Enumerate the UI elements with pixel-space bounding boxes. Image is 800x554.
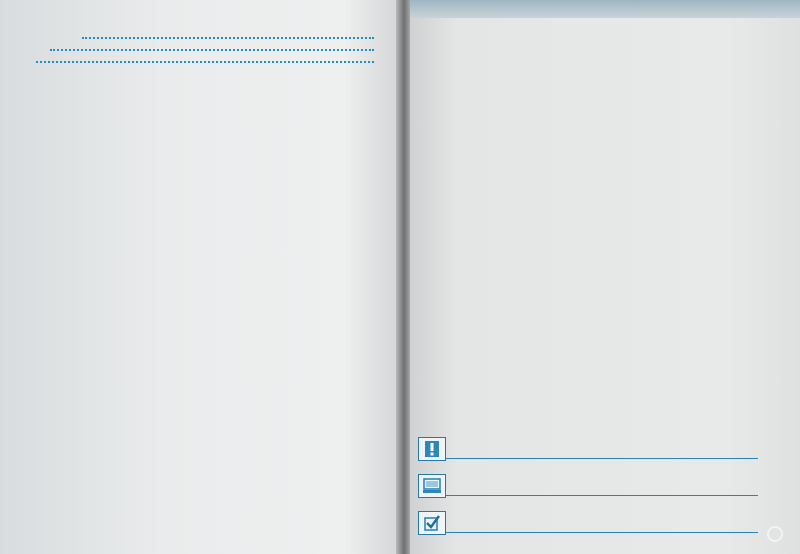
- legend-remember: [418, 436, 758, 462]
- computer-hands-icon: [418, 474, 446, 498]
- legend-label: [446, 514, 758, 533]
- intro-body: [410, 76, 788, 80]
- toc-appendix-heading: [30, 49, 378, 54]
- exclamation-icon: [418, 437, 446, 461]
- right-page-intro: [410, 0, 800, 554]
- checkmark-icon: [418, 511, 446, 535]
- legend-computer-technique: [418, 473, 758, 499]
- legend-label: [446, 440, 758, 459]
- icon-legend: [418, 436, 758, 547]
- toc-section-3-heading: [30, 37, 378, 42]
- toc-recommendations-heading: [30, 61, 378, 66]
- legend-attention: [418, 510, 758, 536]
- labirint-logo: [767, 526, 786, 542]
- legend-label: [446, 477, 758, 496]
- labirint-logo-icon: [767, 526, 783, 542]
- page-header-band: [410, 0, 800, 18]
